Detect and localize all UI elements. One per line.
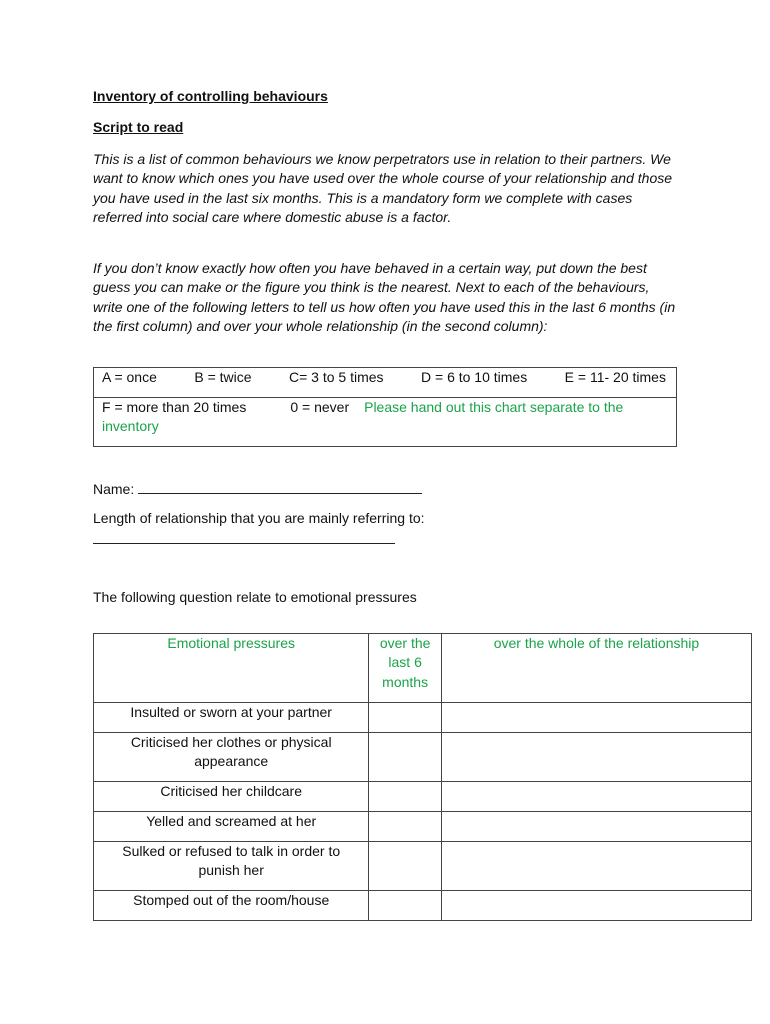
key-never: 0 = never xyxy=(290,399,350,415)
whole-relationship-cell[interactable] xyxy=(441,733,751,782)
last-6-months-cell[interactable] xyxy=(369,812,442,842)
name-blank-line[interactable] xyxy=(138,479,422,494)
frequency-key-table xyxy=(93,367,677,447)
key-c: C= 3 to 5 times xyxy=(289,369,384,385)
emotional-pressures-table xyxy=(93,633,752,921)
key-f: F = more than 20 times xyxy=(102,399,247,415)
script-heading: Script to read xyxy=(93,119,184,135)
behaviour-label: Yelled and screamed at her xyxy=(94,812,369,842)
whole-relationship-cell[interactable] xyxy=(441,812,751,842)
table-row xyxy=(94,812,752,842)
key-e: E = 11- 20 times xyxy=(564,369,666,385)
behaviour-label: Stomped out of the room/house xyxy=(94,891,369,921)
whole-relationship-cell[interactable] xyxy=(441,782,751,812)
table-row xyxy=(94,703,752,733)
header-last-6-months: over the last 6 months xyxy=(369,634,442,703)
length-label: Length of relationship that you are mainly referring to: xyxy=(93,510,425,526)
behaviour-label: Criticised her childcare xyxy=(94,782,369,812)
last-6-months-cell[interactable] xyxy=(369,782,442,812)
script-paragraph-1: This is a list of common behaviours we know perpetrators use in relation to their partners. We want to know which ones you have used over the whole course of your relationship and those you have used in the last six months. This is a mandatory form we complete with cases referred into social care where domestic abuse is a factor. xyxy=(93,151,673,226)
last-6-months-cell[interactable] xyxy=(369,891,442,921)
key-note: Please hand out this chart separate to the inventory xyxy=(102,399,624,435)
name-label: Name: xyxy=(93,481,135,497)
whole-relationship-cell[interactable] xyxy=(441,703,751,733)
table-row xyxy=(94,842,752,891)
length-blank-line[interactable] xyxy=(93,543,395,544)
whole-relationship-cell[interactable] xyxy=(441,842,751,891)
last-6-months-cell[interactable] xyxy=(369,703,442,733)
name-field[interactable] xyxy=(93,479,422,497)
behaviour-label: Sulked or refused to talk in order to punish her xyxy=(94,842,369,891)
key-d: D = 6 to 10 times xyxy=(421,369,528,385)
table-row xyxy=(94,782,752,812)
key-b: B = twice xyxy=(194,369,252,385)
key-row-2 xyxy=(94,398,677,447)
table-header-row xyxy=(94,634,752,703)
whole-relationship-cell[interactable] xyxy=(441,891,751,921)
table-row xyxy=(94,891,752,921)
last-6-months-cell[interactable] xyxy=(369,733,442,782)
key-a: A = once xyxy=(102,369,157,385)
behaviour-label: Criticised her clothes or physical appearance xyxy=(94,733,369,782)
header-emotional-pressures: Emotional pressures xyxy=(94,634,369,703)
table-row xyxy=(94,733,752,782)
behaviour-label: Insulted or sworn at your partner xyxy=(94,703,369,733)
last-6-months-cell[interactable] xyxy=(369,842,442,891)
document-title: Inventory of controlling behaviours xyxy=(93,88,328,104)
key-row-1 xyxy=(94,368,677,398)
section-intro: The following question relate to emotional pressures xyxy=(93,589,417,605)
script-paragraph-2: If you don’t know exactly how often you have behaved in a certain way, put down the best guess you can make or the figure you think is the nearest. Next to each of the behaviours, write one of the following letters to tell us how often you have used this in the last 6 months (in the first column) and over your whole relationship (in the second column): xyxy=(93,260,676,335)
header-whole-relationship: over the whole of the relationship xyxy=(441,634,751,703)
